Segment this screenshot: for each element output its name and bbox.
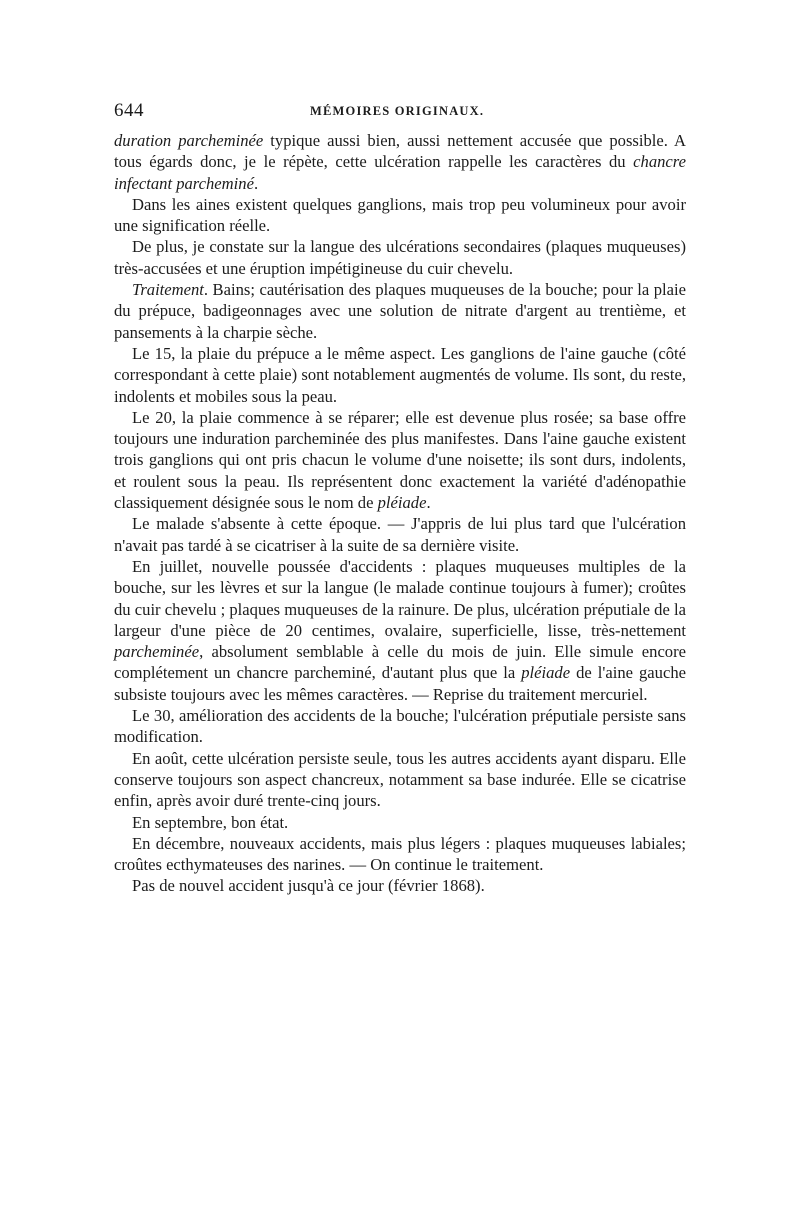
page: [114, 100, 686, 897]
text-run: En décembre, nouveaux accidents, mais plus légers : plaques muqueuses labiales; croûtes ecthymateuses des narines. — On continue le traitement.: [114, 833, 686, 875]
running-head: [114, 100, 686, 130]
paragraph: [114, 279, 686, 343]
italic-run: parcheminée: [114, 642, 200, 662]
text-run: Le malade s'absente à cette époque. — J'appris de lui plus tard que l'ulcération n'avait pas tardé à se cicatriser à la suite de sa dernière visite.: [114, 514, 686, 555]
text-run: Dans les aines existent quelques ganglions, mais trop peu volumineux pour avoir une signification réelle.: [114, 194, 686, 236]
italic-run: duration parcheminée: [114, 131, 264, 150]
text-run: En juillet, nouvelle poussée d'accidents : plaques muqueuses multiples de la bouche, sur les lèvres et sur la langue (le malade continue toujours à fumer); croûtes du cuir chevelu ; plaques muqueuses de la rainure. De plus, ulcération préputiale de la largeur d'une pièce de 20 centimes, ovalaire, superficielle, lisse, très-nettement: [114, 556, 686, 640]
text-run: typique aussi bien, aussi nettement accusée que possible. A tous égards donc, je le répète, cette ulcération rappelle les caractères du: [114, 131, 686, 172]
text-run: Le 15, la plaie du prépuce a le même aspect. Les ganglions de l'aine gauche (côté correspondant à cette plaie) sont notablement augmentés de volume. Ils sont, du reste, indolents et mobiles sous la peau.: [114, 343, 686, 406]
text-run: En septembre, bon état.: [132, 812, 289, 832]
text-run: , absolument semblable à celle du mois de juin. Elle simule encore complétement un chancre parcheminé, d'autant plus que la: [114, 642, 686, 683]
paragraph: [114, 343, 686, 407]
text-run: De plus, je constate sur la langue des ulcérations secondaires (plaques muqueuses) très-accusées et une éruption impétigineuse du cuir chevelu.: [114, 237, 686, 278]
italic-run: pléiade: [377, 493, 427, 513]
paragraph: [114, 236, 686, 279]
page-number: 644: [114, 100, 144, 121]
paragraph: [114, 513, 686, 556]
paragraph: [114, 194, 686, 237]
text-run: de l'aine gauche subsiste toujours avec les mêmes caractères. — Reprise du traitement mercuriel.: [114, 663, 686, 704]
italic-run: Traitement: [132, 280, 204, 300]
paragraph: [114, 130, 686, 194]
paragraph: [114, 748, 686, 812]
paragraph: [114, 705, 686, 748]
paragraph: [114, 556, 686, 705]
paragraph: [114, 812, 686, 833]
paragraph: [114, 875, 686, 896]
text-run: . Bains; cautérisation des plaques muqueuses de la bouche; pour la plaie du prépuce, badigeonnages avec une solution de nitrate d'argent au trentième, et pansements à la charpie sèche.: [114, 280, 686, 342]
paragraph: [114, 407, 686, 513]
body-text: [114, 130, 686, 897]
text-run: .: [253, 173, 259, 193]
text-run: .: [426, 493, 431, 513]
italic-run: pléiade: [521, 663, 571, 683]
paragraph: [114, 833, 686, 876]
text-run: Pas de nouvel accident jusqu'à ce jour (février 1868).: [132, 876, 485, 896]
text-run: Le 20, la plaie commence à se réparer; elle est devenue plus rosée; sa base offre toujours une induration parcheminée des plus manifestes. Dans l'aine gauche existent trois ganglions qui ont pris chacun le volume d'une noisette; ils sont durs, indolents, et roulent sous la peau. Ils représentent donc exactement la variété d'adénopathie classiquement désignée sous le nom de: [114, 407, 686, 513]
italic-run: chancre infectant parcheminé: [114, 152, 686, 193]
text-run: En août, cette ulcération persiste seule, tous les autres accidents ayant disparu. Elle conserve toujours son aspect chancreux, notamment sa base indurée. Elle se cicatrise enfin, après avoir duré trente-cinq jours.: [114, 748, 686, 811]
running-title: MÉMOIRES ORIGINAUX.: [310, 104, 485, 118]
text-run: Le 30, amélioration des accidents de la bouche; l'ulcération préputiale persiste sans modification.: [114, 706, 686, 747]
